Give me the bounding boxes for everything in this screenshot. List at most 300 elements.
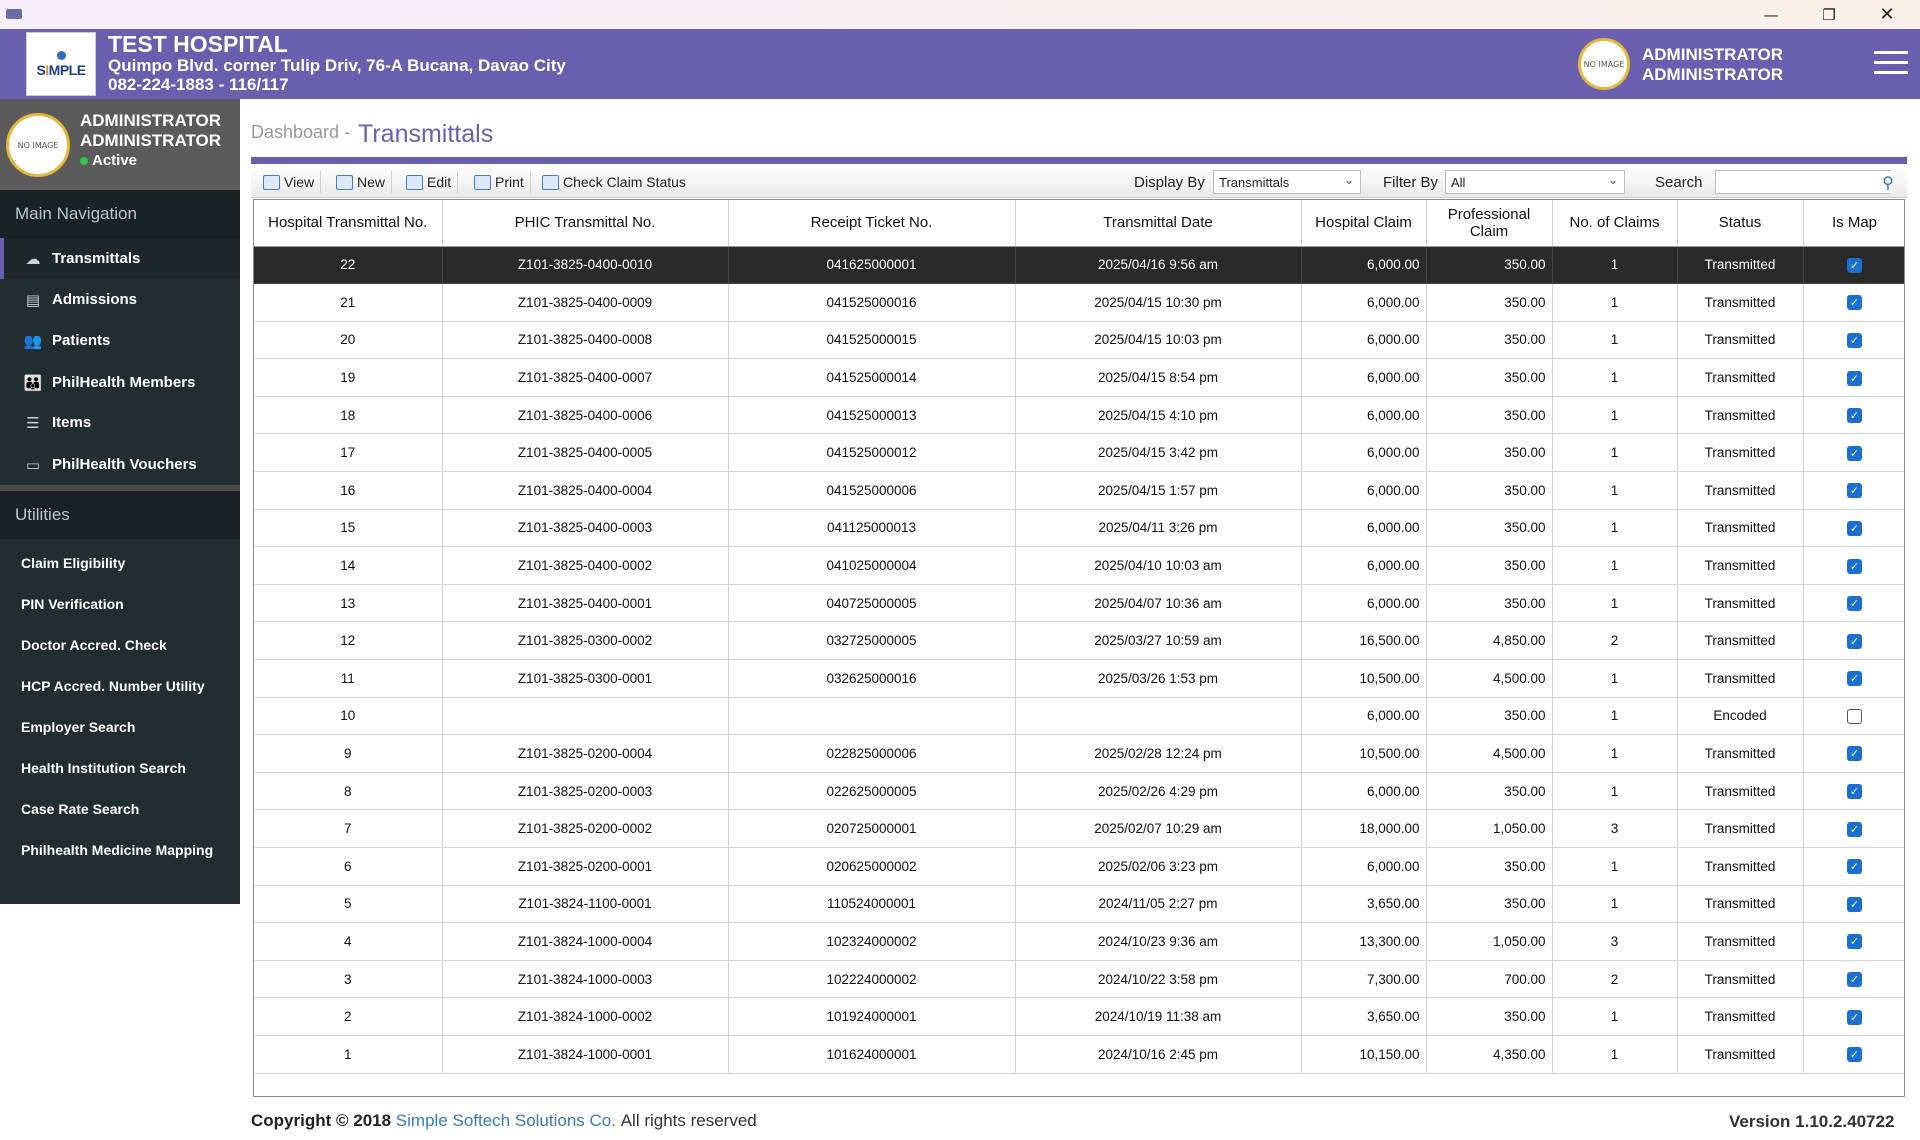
table-cell: 1	[1552, 697, 1677, 735]
breadcrumb	[251, 122, 350, 143]
hospital-phone: 082-224-1883 - 116/117	[108, 75, 289, 94]
sidebar-item-label: Patients	[52, 332, 111, 349]
is-map-cell	[1803, 885, 1905, 923]
new-button[interactable]: New	[330, 171, 392, 193]
table-cell: 19	[254, 359, 442, 397]
table-cell: 041525000014	[728, 359, 1015, 397]
table-cell: 6,000.00	[1301, 246, 1426, 284]
table-cell: 102224000002	[728, 960, 1015, 998]
table-cell: 041525000016	[728, 284, 1015, 322]
is-map-cell	[1803, 396, 1905, 434]
header-avatar[interactable]: NO IMAGE	[1578, 38, 1630, 90]
check-claim-icon	[542, 175, 559, 190]
table-cell: 1	[1552, 885, 1677, 923]
table-cell: 6,000.00	[1301, 584, 1426, 622]
new-icon	[336, 175, 353, 190]
status-dot-icon	[80, 157, 88, 165]
table-cell: 1	[1552, 472, 1677, 510]
hospital-name: TEST HOSPITAL	[108, 31, 288, 57]
chevron-down-icon: ⌄	[1343, 173, 1354, 187]
table-cell: Encoded	[1677, 697, 1803, 735]
table-cell: 101624000001	[728, 1035, 1015, 1073]
checkbox-checked-icon[interactable]: ✓	[1847, 634, 1862, 649]
table-cell: Z101-3824-1000-0002	[442, 998, 728, 1036]
table-cell: Z101-3825-0400-0007	[442, 359, 728, 397]
table-cell: 21	[254, 284, 442, 322]
table-cell: 350.00	[1426, 472, 1552, 510]
main-navigation-header: Main Navigation	[0, 190, 240, 238]
minimize-button[interactable]: —	[1763, 5, 1779, 24]
is-map-cell	[1803, 246, 1905, 284]
table-cell: 7,300.00	[1301, 960, 1426, 998]
table-cell: 6,000.00	[1301, 509, 1426, 547]
sidebar-item-transmittals[interactable]	[0, 238, 240, 279]
table-cell: 13,300.00	[1301, 923, 1426, 961]
table-cell: 350.00	[1426, 547, 1552, 585]
table-cell: 3	[254, 960, 442, 998]
utility-pin-verification[interactable]: PIN Verification	[21, 596, 124, 612]
table-cell: Z101-3825-0400-0006	[442, 396, 728, 434]
table-cell: Transmitted	[1677, 848, 1803, 886]
table-cell: Z101-3825-0200-0003	[442, 772, 728, 810]
table-cell: 4	[254, 923, 442, 961]
table-cell: 040725000005	[728, 584, 1015, 622]
utility-health-institution-search[interactable]: Health Institution Search	[21, 760, 186, 776]
app-header	[0, 29, 1920, 99]
table-cell: Z101-3824-1000-0004	[442, 923, 728, 961]
table-cell: Transmitted	[1677, 434, 1803, 472]
table-cell: 1	[1552, 772, 1677, 810]
table-row[interactable]	[254, 772, 1905, 810]
sidebar-item-patients[interactable]	[0, 320, 240, 361]
table-cell: 12	[254, 622, 442, 660]
table-cell: 18	[254, 396, 442, 434]
hospital-logo	[26, 32, 96, 96]
header-user-name[interactable]: ADMINISTRATOR	[1642, 45, 1784, 64]
is-map-cell	[1803, 923, 1905, 961]
table-cell: 2025/04/10 10:03 am	[1015, 547, 1301, 585]
table-cell: 1	[1552, 735, 1677, 773]
table-cell: 2025/04/15 10:03 pm	[1015, 321, 1301, 359]
utility-employer-search[interactable]: Employer Search	[21, 719, 136, 735]
edit-icon	[406, 175, 423, 190]
checkbox-checked-icon[interactable]: ✓	[1847, 521, 1862, 536]
display-by-label: Display By	[1134, 174, 1205, 191]
table-cell: Transmitted	[1677, 735, 1803, 773]
table-cell: 6,000.00	[1301, 547, 1426, 585]
is-map-cell	[1803, 848, 1905, 886]
table-cell: Z101-3825-0400-0005	[442, 434, 728, 472]
table-cell: 6,000.00	[1301, 359, 1426, 397]
checkbox-checked-icon[interactable]: ✓	[1847, 1010, 1862, 1025]
footer-version: Version 1.10.2.40722	[1729, 1112, 1895, 1131]
table-cell: 1	[1552, 660, 1677, 698]
table-cell: 350.00	[1426, 246, 1552, 284]
table-cell: 11	[254, 660, 442, 698]
members-icon: 👪	[23, 373, 43, 392]
table-cell: 6,000.00	[1301, 284, 1426, 322]
table-cell: 6	[254, 848, 442, 886]
is-map-cell	[1803, 960, 1905, 998]
table-row[interactable]	[254, 960, 1905, 998]
table-cell: 7	[254, 810, 442, 848]
table-cell: 022625000005	[728, 772, 1015, 810]
is-map-cell	[1803, 810, 1905, 848]
table-cell: 1	[1552, 547, 1677, 585]
column-header[interactable]: No. of Claims	[1552, 200, 1677, 246]
column-header[interactable]: Is Map	[1803, 200, 1905, 246]
checkbox-unchecked-icon[interactable]	[1847, 709, 1862, 724]
table-cell: 3,650.00	[1301, 885, 1426, 923]
table-cell: Z101-3825-0300-0002	[442, 622, 728, 660]
checkbox-checked-icon[interactable]: ✓	[1847, 408, 1862, 423]
table-cell: Z101-3825-0300-0001	[442, 660, 728, 698]
table-cell: Z101-3825-0400-0001	[442, 584, 728, 622]
checkbox-checked-icon[interactable]: ✓	[1847, 972, 1862, 987]
table-cell: 2025/04/16 9:56 am	[1015, 246, 1301, 284]
close-button[interactable]: ✕	[1879, 4, 1895, 25]
table-cell: Transmitted	[1677, 923, 1803, 961]
table-cell: Z101-3824-1000-0001	[442, 1035, 728, 1073]
table-row[interactable]	[254, 1035, 1905, 1073]
table-cell: Transmitted	[1677, 998, 1803, 1036]
table-cell: 032725000005	[728, 622, 1015, 660]
checkbox-checked-icon[interactable]: ✓	[1847, 746, 1862, 761]
table-cell: Z101-3825-0400-0004	[442, 472, 728, 510]
table-cell: 350.00	[1426, 434, 1552, 472]
table-row[interactable]	[254, 584, 1905, 622]
table-row[interactable]	[254, 848, 1905, 886]
table-cell: 2025/04/15 10:30 pm	[1015, 284, 1301, 322]
table-row[interactable]	[254, 622, 1905, 660]
table-cell: 6,000.00	[1301, 321, 1426, 359]
toolbar	[251, 166, 1907, 198]
table-cell	[728, 697, 1015, 735]
hamburger-menu-icon[interactable]	[1874, 51, 1908, 77]
checkbox-checked-icon[interactable]: ✓	[1847, 934, 1862, 949]
table-row[interactable]	[254, 359, 1905, 397]
utility-philhealth-medicine-mapping[interactable]: Philhealth Medicine Mapping	[21, 842, 214, 858]
table-body	[254, 246, 1905, 1073]
table-cell: 18,000.00	[1301, 810, 1426, 848]
checkbox-checked-icon[interactable]: ✓	[1847, 671, 1862, 686]
table-row[interactable]	[254, 735, 1905, 773]
is-map-cell	[1803, 1035, 1905, 1073]
filter-by-select[interactable]: All ⌄	[1445, 170, 1625, 194]
table-cell: 1	[1552, 359, 1677, 397]
table-cell: 102324000002	[728, 923, 1015, 961]
table-cell: 3	[1552, 810, 1677, 848]
table-cell: Transmitted	[1677, 810, 1803, 848]
table-row[interactable]	[254, 998, 1905, 1036]
table-cell: Transmitted	[1677, 246, 1803, 284]
view-button[interactable]: View	[257, 171, 321, 193]
table-cell: 2025/04/11 3:26 pm	[1015, 509, 1301, 547]
table-cell: 350.00	[1426, 509, 1552, 547]
table-header-row	[254, 200, 1905, 246]
table-cell: 20	[254, 321, 442, 359]
is-map-cell	[1803, 660, 1905, 698]
checkbox-checked-icon[interactable]: ✓	[1847, 897, 1862, 912]
checkbox-checked-icon[interactable]: ✓	[1847, 333, 1862, 348]
table-cell: 2	[254, 998, 442, 1036]
table-cell: Z101-3825-0400-0009	[442, 284, 728, 322]
table-cell: Z101-3825-0400-0008	[442, 321, 728, 359]
table-row[interactable]	[254, 396, 1905, 434]
table-cell: 350.00	[1426, 321, 1552, 359]
company-link[interactable]: Simple Softech Solutions Co.	[395, 1111, 616, 1130]
table-cell: 2	[1552, 960, 1677, 998]
checkbox-checked-icon[interactable]: ✓	[1847, 446, 1862, 461]
table-cell: 6,000.00	[1301, 772, 1426, 810]
table-cell: 17	[254, 434, 442, 472]
table-cell: 4,350.00	[1426, 1035, 1552, 1073]
table-cell: Transmitted	[1677, 660, 1803, 698]
table-cell: 1	[1552, 246, 1677, 284]
table-cell: 350.00	[1426, 998, 1552, 1036]
utility-doctor-accred-check[interactable]: Doctor Accred. Check	[21, 637, 167, 653]
print-button[interactable]: Print	[468, 171, 531, 193]
table-row[interactable]	[254, 810, 1905, 848]
view-icon	[263, 175, 280, 190]
checkbox-checked-icon[interactable]: ✓	[1847, 1047, 1862, 1062]
table-cell: Transmitted	[1677, 885, 1803, 923]
table-cell	[442, 697, 728, 735]
table-cell: 020625000002	[728, 848, 1015, 886]
display-by-select[interactable]: Transmittals ⌄	[1213, 170, 1361, 194]
table-cell: 041525000012	[728, 434, 1015, 472]
checkbox-checked-icon[interactable]: ✓	[1847, 859, 1862, 874]
table-cell: 14	[254, 547, 442, 585]
table-cell: 041125000013	[728, 509, 1015, 547]
table-cell: 110524000001	[728, 885, 1015, 923]
table-cell: 6,000.00	[1301, 472, 1426, 510]
column-header[interactable]: Receipt Ticket No.	[728, 200, 1015, 246]
column-header[interactable]: Hospital Claim	[1301, 200, 1426, 246]
table-cell: 2025/04/15 1:57 pm	[1015, 472, 1301, 510]
table-cell: 350.00	[1426, 284, 1552, 322]
checkbox-checked-icon[interactable]: ✓	[1847, 559, 1862, 574]
table-cell: Z101-3825-0400-0002	[442, 547, 728, 585]
is-map-cell	[1803, 284, 1905, 322]
table-row[interactable]	[254, 885, 1905, 923]
table-cell: 6,000.00	[1301, 396, 1426, 434]
table-cell: 350.00	[1426, 396, 1552, 434]
table-cell: 1	[1552, 509, 1677, 547]
is-map-cell	[1803, 772, 1905, 810]
table-cell: 2024/10/23 9:36 am	[1015, 923, 1301, 961]
checkbox-checked-icon[interactable]: ✓	[1847, 596, 1862, 611]
table-cell: 2025/02/07 10:29 am	[1015, 810, 1301, 848]
checkbox-checked-icon[interactable]: ✓	[1847, 483, 1862, 498]
table-cell: 2024/10/22 3:58 pm	[1015, 960, 1301, 998]
checkbox-checked-icon[interactable]: ✓	[1847, 371, 1862, 386]
sidebar-item-label: Items	[52, 414, 92, 431]
table-cell: 1	[1552, 584, 1677, 622]
sidebar-item-label: Transmittals	[52, 250, 141, 267]
table-cell: 041025000004	[728, 547, 1015, 585]
table-cell: Transmitted	[1677, 472, 1803, 510]
table-cell: 22	[254, 246, 442, 284]
sidebar-item-items[interactable]	[0, 402, 240, 443]
table-cell: Transmitted	[1677, 547, 1803, 585]
table-cell: 4,850.00	[1426, 622, 1552, 660]
table-row[interactable]	[254, 434, 1905, 472]
table-cell: 032625000016	[728, 660, 1015, 698]
table-row[interactable]	[254, 697, 1905, 735]
table-cell: 2025/04/15 8:54 pm	[1015, 359, 1301, 397]
table-cell: Z101-3825-0200-0001	[442, 848, 728, 886]
check-claim-status-button[interactable]: Check Claim Status	[536, 171, 692, 193]
table-cell: 6,000.00	[1301, 434, 1426, 472]
column-header[interactable]: Hospital Transmittal No.	[254, 200, 442, 246]
window-titlebar	[0, 0, 1920, 29]
table-cell: Transmitted	[1677, 321, 1803, 359]
table-row[interactable]	[254, 321, 1905, 359]
is-map-cell	[1803, 735, 1905, 773]
table-cell: 2024/10/16 2:45 pm	[1015, 1035, 1301, 1073]
column-header[interactable]: Professional Claim	[1426, 200, 1552, 246]
table-cell: Transmitted	[1677, 509, 1803, 547]
table-cell: 1	[1552, 321, 1677, 359]
table-cell: 1,050.00	[1426, 810, 1552, 848]
table-cell: 5	[254, 885, 442, 923]
utility-case-rate-search[interactable]: Case Rate Search	[21, 801, 140, 817]
table-cell: 2024/11/05 2:27 pm	[1015, 885, 1301, 923]
table-cell: 041525000013	[728, 396, 1015, 434]
table-cell: 350.00	[1426, 885, 1552, 923]
is-map-cell	[1803, 697, 1905, 735]
table-row[interactable]	[254, 472, 1905, 510]
sidebar-item-philhealth-vouchers[interactable]	[0, 444, 240, 485]
table-cell: 2	[1552, 622, 1677, 660]
transmittals-grid[interactable]	[253, 199, 1905, 1097]
table-cell: 4,500.00	[1426, 660, 1552, 698]
checkbox-checked-icon[interactable]: ✓	[1847, 784, 1862, 799]
admissions-icon: ▤	[25, 290, 41, 309]
table-cell: 1	[1552, 998, 1677, 1036]
is-map-cell	[1803, 584, 1905, 622]
search-icon[interactable]: ⚲	[1882, 172, 1894, 192]
column-header[interactable]: Status	[1677, 200, 1803, 246]
is-map-cell	[1803, 547, 1905, 585]
logo-text: SIMPLE	[36, 61, 86, 78]
table-cell: Transmitted	[1677, 772, 1803, 810]
sidebar-item-admissions[interactable]	[0, 279, 240, 320]
table-cell: 2025/04/15 3:42 pm	[1015, 434, 1301, 472]
table-cell: 022825000006	[728, 735, 1015, 773]
table-cell: 10,500.00	[1301, 660, 1426, 698]
table-cell: 10,150.00	[1301, 1035, 1426, 1073]
maximize-button[interactable]: ❐	[1822, 5, 1836, 24]
sidebar-item-philhealth-members[interactable]	[0, 362, 240, 403]
table-cell: 2025/03/27 10:59 am	[1015, 622, 1301, 660]
table-cell: Z101-3825-0200-0002	[442, 810, 728, 848]
table-cell: 2025/02/28 12:24 pm	[1015, 735, 1301, 773]
voucher-icon: ▭	[25, 455, 41, 474]
sidebar-item-label: Admissions	[52, 291, 138, 308]
table-cell: 2025/02/06 3:23 pm	[1015, 848, 1301, 886]
title-underline	[251, 157, 1907, 164]
table-cell: 6,000.00	[1301, 848, 1426, 886]
table-cell: 041525000015	[728, 321, 1015, 359]
table-cell: Z101-3825-0400-0003	[442, 509, 728, 547]
table-row[interactable]	[254, 547, 1905, 585]
column-header[interactable]: PHIC Transmittal No.	[442, 200, 728, 246]
table-cell: Transmitted	[1677, 284, 1803, 322]
table-row[interactable]	[254, 923, 1905, 961]
table-cell: Z101-3825-0400-0010	[442, 246, 728, 284]
checkbox-checked-icon[interactable]: ✓	[1847, 295, 1862, 310]
logo-dot-icon	[57, 51, 66, 60]
table-cell: 1	[1552, 284, 1677, 322]
checkbox-checked-icon[interactable]: ✓	[1847, 258, 1862, 273]
table-cell: 350.00	[1426, 848, 1552, 886]
utility-claim-eligibility[interactable]: Claim Eligibility	[21, 555, 126, 571]
table-cell: 2025/03/26 1:53 pm	[1015, 660, 1301, 698]
is-map-cell	[1803, 622, 1905, 660]
table-cell	[1015, 697, 1301, 735]
search-input[interactable]	[1715, 170, 1891, 194]
is-map-cell	[1803, 509, 1905, 547]
table-cell: 041625000001	[728, 246, 1015, 284]
sidebar-user-name: ADMINISTRATOR	[80, 111, 222, 130]
table-cell: 350.00	[1426, 697, 1552, 735]
table-cell: 101924000001	[728, 998, 1015, 1036]
header-user-role[interactable]: ADMINISTRATOR	[1642, 65, 1784, 84]
breadcrumb-dashboard[interactable]: Dashboard	[251, 122, 340, 142]
table-cell: Transmitted	[1677, 396, 1803, 434]
table-cell: 2025/02/26 4:29 pm	[1015, 772, 1301, 810]
table-row[interactable]	[254, 509, 1905, 547]
sidebar-user-status: Active	[80, 152, 137, 169]
table-cell: 350.00	[1426, 772, 1552, 810]
sidebar-item-label: PhilHealth Members	[52, 374, 196, 391]
is-map-cell	[1803, 434, 1905, 472]
table-cell: Transmitted	[1677, 1035, 1803, 1073]
page-title: Transmittals	[358, 120, 494, 148]
table-cell: 16,500.00	[1301, 622, 1426, 660]
table-cell: Transmitted	[1677, 359, 1803, 397]
table-cell: Z101-3824-1000-0003	[442, 960, 728, 998]
checkbox-checked-icon[interactable]: ✓	[1847, 822, 1862, 837]
table-row[interactable]	[254, 246, 1905, 284]
filter-by-label: Filter By	[1383, 174, 1439, 191]
print-icon	[474, 175, 491, 190]
table-cell: 3,650.00	[1301, 998, 1426, 1036]
table-cell: 1	[254, 1035, 442, 1073]
table-cell: 350.00	[1426, 584, 1552, 622]
column-header[interactable]: Transmittal Date	[1015, 200, 1301, 246]
table-row[interactable]	[254, 660, 1905, 698]
table-cell: 1,050.00	[1426, 923, 1552, 961]
table-cell: Z101-3824-1100-0001	[442, 885, 728, 923]
table-row[interactable]	[254, 284, 1905, 322]
table-cell: 2024/10/19 11:38 am	[1015, 998, 1301, 1036]
edit-button[interactable]: Edit	[400, 171, 458, 193]
table-cell: 020725000001	[728, 810, 1015, 848]
sidebar-user-panel	[0, 99, 240, 190]
chevron-down-icon: ⌄	[1607, 173, 1618, 187]
utility-hcp-accred-number[interactable]: HCP Accred. Number Utility	[21, 678, 205, 694]
utilities-header: Utilities	[0, 491, 240, 539]
is-map-cell	[1803, 472, 1905, 510]
items-list-icon: ☰	[26, 413, 40, 432]
table-cell: 8	[254, 772, 442, 810]
table-cell: 2025/04/07 10:36 am	[1015, 584, 1301, 622]
table-cell: 1	[1552, 848, 1677, 886]
table-cell: 041525000006	[728, 472, 1015, 510]
